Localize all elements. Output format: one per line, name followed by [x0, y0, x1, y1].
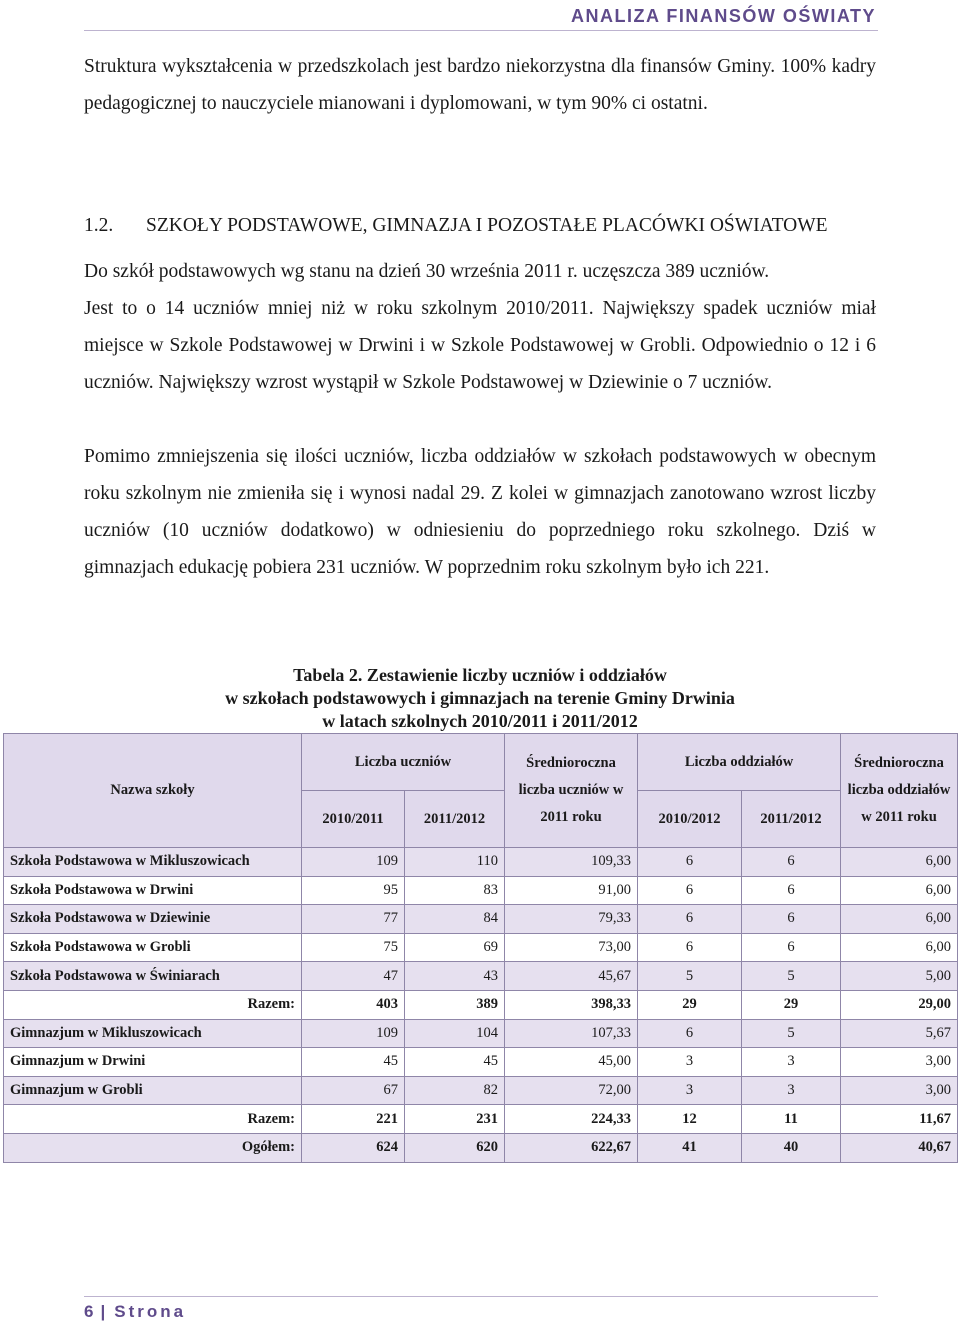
students-2010: 221: [302, 1105, 405, 1134]
caption-line-2: w szkołach podstawowych i gimnazjach na terenie Gminy Drwinia: [225, 688, 735, 708]
divisions-2010: 6: [638, 848, 742, 877]
avg-divisions: 40,67: [841, 1133, 958, 1162]
table-row: [4, 905, 958, 934]
divisions-2011: 3: [742, 1048, 841, 1077]
avg-students: 91,00: [505, 876, 638, 905]
table-row: [4, 876, 958, 905]
schools-table: [3, 733, 958, 1163]
avg-students: 622,67: [505, 1133, 638, 1162]
avg-divisions: 6,00: [841, 905, 958, 934]
table-row: [4, 962, 958, 991]
school-name: Gimnazjum w Mikluszowicach: [4, 1019, 302, 1048]
divisions-2011: 5: [742, 1019, 841, 1048]
students-2011: 43: [405, 962, 505, 991]
avg-students: 45,67: [505, 962, 638, 991]
students-2011: 84: [405, 905, 505, 934]
students-2010: 75: [302, 933, 405, 962]
divisions-2011: 40: [742, 1133, 841, 1162]
avg-divisions: 29,00: [841, 990, 958, 1019]
paragraph-students-change: Jest to o 14 uczniów mniej niż w roku szkolnym 2010/2011. Największy spadek uczniów miał miejsce w Szkole Podstawowej w Drwini i w Szkole Podstawowej w Grobli. Odpowiednio o 12 i 6 uczniów. Największy wzrost wystąpił w Szkole Podstawowej w Dziewinie o 7 uczniów.: [84, 298, 876, 393]
page-footer: [84, 1302, 186, 1322]
avg-students: 72,00: [505, 1076, 638, 1105]
students-2011: 104: [405, 1019, 505, 1048]
table-row: [4, 1048, 958, 1077]
header-year-students-1: 2010/2011: [302, 791, 405, 848]
avg-students: 107,33: [505, 1019, 638, 1048]
divisions-2011: 3: [742, 1076, 841, 1105]
students-2011: 389: [405, 990, 505, 1019]
students-2010: 77: [302, 905, 405, 934]
divisions-2010: 6: [638, 1019, 742, 1048]
avg-divisions: 6,00: [841, 848, 958, 877]
header-divider: [84, 30, 878, 31]
header-year-divisions-2: 2011/2012: [742, 791, 841, 848]
table-row: [4, 848, 958, 877]
students-2010: 624: [302, 1133, 405, 1162]
divisions-2010: 6: [638, 876, 742, 905]
students-2010: 95: [302, 876, 405, 905]
avg-students: 73,00: [505, 933, 638, 962]
divisions-2010: 6: [638, 905, 742, 934]
header-year-students-2: 2011/2012: [405, 791, 505, 848]
avg-divisions: 6,00: [841, 876, 958, 905]
students-2010: 109: [302, 1019, 405, 1048]
avg-students: 109,33: [505, 848, 638, 877]
school-name: Szkoła Podstawowa w Drwini: [4, 876, 302, 905]
students-2010: 403: [302, 990, 405, 1019]
page-number: 6: [84, 1302, 97, 1321]
students-2011: 83: [405, 876, 505, 905]
header-avg-students: Średnioroczna liczba uczniów w 2011 roku: [505, 734, 638, 848]
school-name: Szkoła Podstawowa w Dziewinie: [4, 905, 302, 934]
divisions-2011: 6: [742, 905, 841, 934]
paragraph-first-line: Do szkół podstawowych wg stanu na dzień 30 września 2011 r. uczęszcza 389 uczniów.: [84, 261, 770, 282]
intro-paragraph: Struktura wykształcenia w przedszkolach jest bardzo niekorzystna dla finansów Gminy. 100% kadry pedagogicznej to nauczyciele mianowani i dyplomowani, w tym 90% ci ostatni.: [84, 56, 876, 114]
subtotal-label: Razem:: [4, 990, 302, 1019]
students-2010: 45: [302, 1048, 405, 1077]
header-students: Liczba uczniów: [302, 734, 505, 791]
avg-students: 79,33: [505, 905, 638, 934]
students-2011: 110: [405, 848, 505, 877]
avg-divisions: 5,67: [841, 1019, 958, 1048]
students-2010: 47: [302, 962, 405, 991]
avg-divisions: 3,00: [841, 1076, 958, 1105]
footer-separator: |: [100, 1302, 109, 1321]
students-2011: 231: [405, 1105, 505, 1134]
school-name: Szkoła Podstawowa w Świniarach: [4, 962, 302, 991]
header-school-name: Nazwa szkoły: [4, 734, 302, 848]
school-name: Szkoła Podstawowa w Grobli: [4, 933, 302, 962]
section-title: SZKOŁY PODSTAWOWE, GIMNAZJA I POZOSTAŁE PLACÓWKI OŚWIATOWE: [146, 215, 828, 236]
school-name: Gimnazjum w Grobli: [4, 1076, 302, 1105]
divisions-2010: 41: [638, 1133, 742, 1162]
running-header: ANALIZA FINANSÓW OŚWIATY: [571, 6, 876, 26]
table-row: [4, 933, 958, 962]
subtotal-label: Razem:: [4, 1105, 302, 1134]
table-row: [4, 1019, 958, 1048]
divisions-2011: 6: [742, 876, 841, 905]
school-name: Gimnazjum w Drwini: [4, 1048, 302, 1077]
footer-divider: [84, 1296, 878, 1297]
divisions-2010: 29: [638, 990, 742, 1019]
divisions-2011: 29: [742, 990, 841, 1019]
page-label: Strona: [114, 1302, 187, 1321]
divisions-2010: 6: [638, 933, 742, 962]
avg-divisions: 11,67: [841, 1105, 958, 1134]
caption-line-1: Tabela 2. Zestawienie liczby uczniów i oddziałów: [293, 665, 667, 685]
divisions-2010: 3: [638, 1076, 742, 1105]
divisions-2010: 12: [638, 1105, 742, 1134]
avg-students: 45,00: [505, 1048, 638, 1077]
students-2011: 45: [405, 1048, 505, 1077]
divisions-2011: 6: [742, 848, 841, 877]
students-2011: 620: [405, 1133, 505, 1162]
avg-divisions: 6,00: [841, 933, 958, 962]
subtotal-row: [4, 990, 958, 1019]
divisions-2010: 3: [638, 1048, 742, 1077]
grand-total-row: [4, 1133, 958, 1162]
avg-students: 398,33: [505, 990, 638, 1019]
header-avg-divisions: Średnioroczna liczba oddziałów w 2011 roku: [841, 734, 958, 848]
students-2010: 67: [302, 1076, 405, 1105]
caption-line-3: w latach szkolnych 2010/2011 i 2011/2012: [322, 711, 638, 731]
avg-divisions: 5,00: [841, 962, 958, 991]
table-row: [4, 1076, 958, 1105]
divisions-2011: 5: [742, 962, 841, 991]
grand-total-label: Ogółem:: [4, 1133, 302, 1162]
divisions-2010: 5: [638, 962, 742, 991]
section-number: 1.2.: [84, 215, 114, 236]
school-name: Szkoła Podstawowa w Mikluszowicach: [4, 848, 302, 877]
divisions-2011: 11: [742, 1105, 841, 1134]
students-2011: 82: [405, 1076, 505, 1105]
header-divisions: Liczba oddziałów: [638, 734, 841, 791]
section-heading: [84, 207, 828, 244]
subtotal-row: [4, 1105, 958, 1134]
divisions-2011: 6: [742, 933, 841, 962]
header-year-divisions-1: 2010/2012: [638, 791, 742, 848]
paragraph-divisions: Pomimo zmniejszenia się ilości uczniów, liczba oddziałów w szkołach podstawowych w obecnym roku szkolnym nie zmieniła się i wynosi nadal 29. Z kolei w gimnazjach zanotowano wzrost liczby uczniów (10 uczniów dodatkowo) w odniesieniu do poprzedniego roku szkolnego. Dziś w gimnazjach edukację pobiera 231 uczniów. W poprzednim roku szkolnym było ich 221.: [84, 446, 876, 578]
students-2010: 109: [302, 848, 405, 877]
avg-students: 224,33: [505, 1105, 638, 1134]
avg-divisions: 3,00: [841, 1048, 958, 1077]
table-caption: [0, 664, 960, 733]
students-2011: 69: [405, 933, 505, 962]
